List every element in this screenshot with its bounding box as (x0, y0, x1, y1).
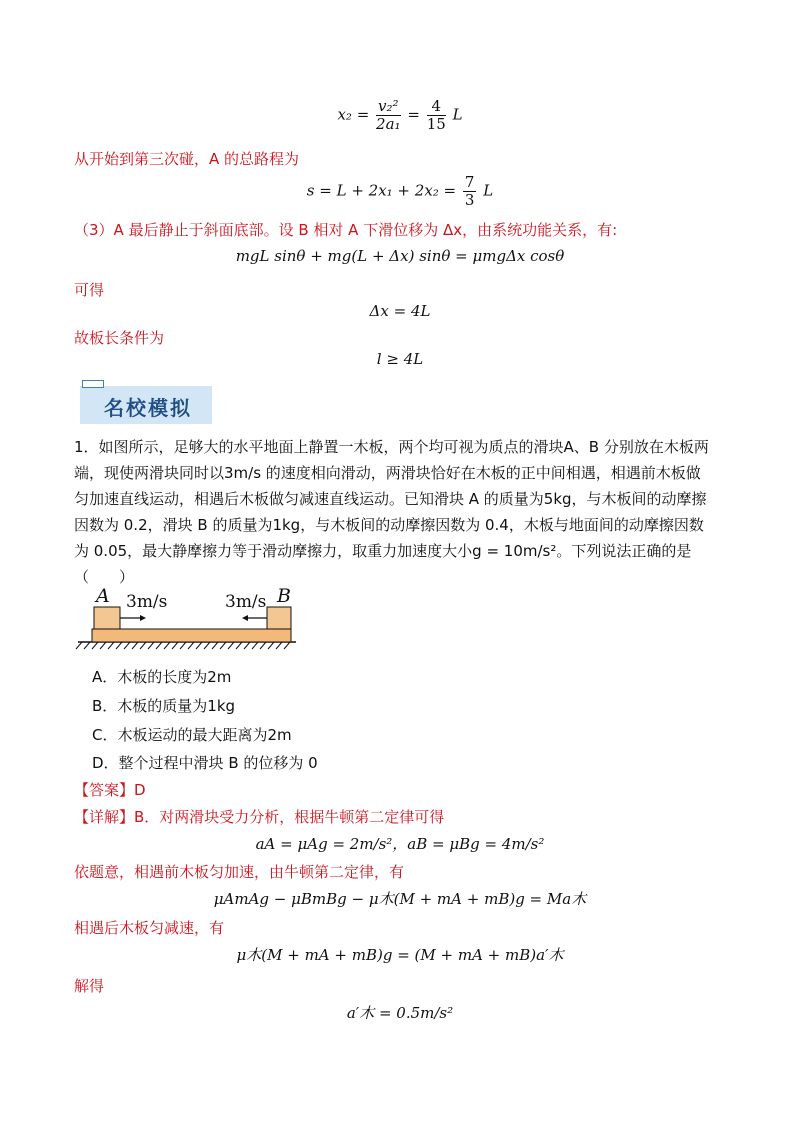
eq-x2-tail: L (452, 105, 463, 124)
line-part3: （3）A 最后静止于斜面底部。设 B 相对 A 下滑位移为 Δx，由系统功能关系，有: (74, 221, 618, 239)
equation-s (0, 174, 800, 209)
equation-after-meet: μ木(M + mA + mB)g = (M + mA + mB)a′木 (236, 946, 564, 964)
eq-s-tail: L (483, 181, 494, 200)
option-d[interactable]: D．整个过程中滑块 B 的位移为 0 (92, 754, 318, 772)
eq-x2-lhs: x₂ = (337, 105, 370, 124)
line-after-meet: 相遇后木板匀减速，有 (74, 919, 225, 937)
fraction-numerator: 7 (464, 173, 475, 191)
fraction-numerator: v₂² (378, 97, 399, 115)
fraction-denominator: 2a₁ (376, 115, 401, 133)
label-b: B (277, 585, 291, 607)
fraction-denominator: 3 (464, 191, 475, 209)
line-from-start: 从开始到第三次碰，A 的总路程为 (74, 150, 300, 168)
line-kede: 可得 (74, 281, 105, 299)
option-c[interactable]: C．木板运动的最大距离为2m (92, 726, 292, 744)
equation-dx: Δx = 4L (369, 302, 431, 320)
detail-line: 【详解】B．对两滑块受力分析，根据牛顿第二定律可得 (74, 808, 445, 826)
equation-accel: aA = μAg = 2m/s²，aB = μBg = 4m/s² (255, 835, 545, 853)
fraction-denominator: 15 (426, 115, 446, 133)
label-speed-a: 3m/s (126, 592, 168, 612)
section-badge-label: 名校模拟 (104, 396, 192, 420)
equation-x2 (0, 98, 800, 133)
line-condition: 故板长条件为 (74, 329, 165, 347)
equation-l: l ≥ 4L (376, 350, 424, 368)
fraction-numerator: 4 (427, 98, 446, 116)
arrow-left-icon (242, 615, 267, 621)
answer-line: 【答案】D (74, 781, 146, 799)
line-jiede: 解得 (74, 977, 105, 995)
badge-corner-mark (82, 380, 104, 388)
fraction-7-over-3 (463, 174, 477, 209)
arrow-right-icon (120, 615, 146, 621)
block-a (94, 607, 120, 629)
fraction-v2-over-2a1 (376, 98, 401, 133)
eq-s-lhs: s = L + 2x₁ + 2x₂ = (306, 181, 457, 200)
equation-result: a′木 = 0.5m/s² (346, 1004, 454, 1022)
eq-x2-equals: = (407, 105, 420, 124)
wooden-board (92, 629, 291, 642)
fraction-4-over-15 (427, 98, 446, 133)
label-speed-b: 3m/s (225, 592, 267, 612)
question-text: 1．如图所示，足够大的水平地面上静置一木板，两个均可视为质点的滑块A、B 分别放在木板两端，现使两滑块同时以3m/s 的速度相向滑动，两滑块恰好在木板的正中间相遇，相遇前木板做匀加速直线运动，相遇后木板做匀减速直线运动。已知滑块 A 的质量为5kg，与木板间的动摩擦因数为 0.2，滑块 B 的质量为1kg，与木板间的动摩擦因数为 0.4，木板与地面间的动摩擦因数为 0.05，最大静摩擦力等于滑动摩擦力，取重力加速度大小g = 10m/s²。下列说法正确的是（ ） (74, 438, 709, 586)
equation-before-meet: μAmAg − μBmBg − μ木(M + mA + mB)g = Ma木 (213, 890, 587, 908)
line-before-meet: 依题意，相遇前木板匀加速，由牛顿第二定律，有 (74, 863, 405, 881)
label-a: A (96, 585, 110, 607)
figure-blocks-on-board (72, 585, 302, 657)
ground-hatch (76, 642, 296, 649)
option-b[interactable]: B．木板的质量为1kg (92, 697, 236, 715)
option-a[interactable]: A．木板的长度为2m (92, 668, 232, 686)
block-b (267, 607, 291, 629)
equation-energy: mgL sinθ + mg(L + Δx) sinθ = μmgΔx cosθ (235, 247, 565, 265)
